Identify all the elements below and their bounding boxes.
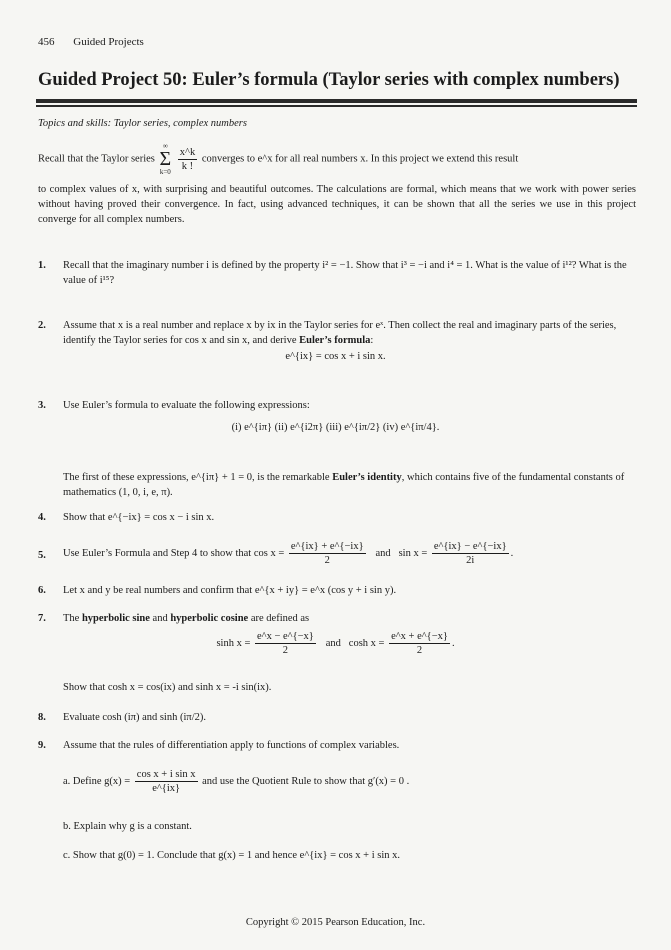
- step-number: 7.: [38, 613, 46, 624]
- step-9b: b. Explain why g is a constant.: [63, 821, 192, 832]
- intro-first-line: [38, 142, 638, 176]
- step-text-b: and: [152, 613, 168, 624]
- sinh-denominator: 2: [282, 645, 289, 656]
- step-9c: c. Show that g(0) = 1. Conclude that g(x) = 1 and hence e^{ix} = cos x + i sin x.: [63, 850, 401, 861]
- cos-numerator: e^{ix} + e^{−ix}: [290, 541, 364, 552]
- step-text-a: Assume that x is a real number and replace x by ix in the Taylor series for eˣ. Then collect the real and imaginary parts of the series, identify the Taylor series for cos x and sin x, and derive: [63, 320, 617, 346]
- sin-numerator: e^{ix} − e^{−ix}: [433, 541, 507, 552]
- step-1: [38, 258, 638, 288]
- step-text-c: are defined as: [250, 613, 310, 624]
- project-title: Guided Project 50: Euler’s formula (Taylor series with complex numbers): [38, 70, 620, 90]
- sigma-symbol: ∞ Σ k=0: [159, 142, 172, 176]
- step-text-a: The: [63, 613, 80, 624]
- sigma-upper: ∞: [162, 142, 168, 150]
- sinh-numerator: e^x − e^{−x}: [257, 631, 314, 642]
- topics-line: Topics and skills: Taylor series, complex numbers: [38, 118, 247, 129]
- intro-paragraph: to complex values of x, with surprising and beautiful outcomes. The calculations are formal, which means that we work with power series without having proved their convergence. In fact, using advanced techniques, it can be shown that all the series we use in this project converge for all complex numbers.: [38, 184, 636, 225]
- step-8: [38, 710, 638, 725]
- intro-after-series: converges to e^x for all real numbers x. In this project we extend this result: [201, 153, 519, 165]
- step-9a-lead: a. Define: [63, 775, 102, 787]
- sin-lhs: sin x =: [398, 547, 428, 559]
- g-denominator: e^{ix}: [152, 783, 181, 794]
- step-9: [38, 738, 638, 753]
- step-6: [38, 583, 638, 598]
- cosh-denominator: 2: [416, 645, 423, 656]
- cosh-numerator: e^x + e^{−x}: [391, 631, 448, 642]
- and-word: and: [325, 637, 341, 649]
- title-rule-thick: [36, 99, 637, 103]
- hyperbolic-cosine-term: hyperbolic cosine: [170, 613, 249, 624]
- step-text: Use Euler’s Formula and Step 4 to show that: [63, 547, 252, 559]
- step-number: 1.: [38, 260, 46, 271]
- cos-fraction: [289, 540, 366, 567]
- step-5: 5. Use Euler’s Formula and Step 4 to show that cos x = $\frac{e\^{}\{ix\} + e\^{}\{-ix\}}{2}$ and sin x = $\frac{e\^{}\{ix\} - e\^{}\{-ix\}}{2i}$ .: [38, 541, 514, 566]
- sinh-fraction: [255, 630, 316, 657]
- g-fraction: [135, 768, 198, 795]
- and-word: and: [375, 547, 391, 559]
- identity-text-b: , which contains five of the fundamental constants of mathematics (1, 0, i, e, π).: [63, 472, 625, 498]
- step-number: 2.: [38, 320, 46, 331]
- identity-text-a: The first of these expressions, e^{iπ} + 1 = 0, is the remarkable: [63, 472, 330, 483]
- running-header: [38, 36, 144, 48]
- step-number: 9.: [38, 740, 46, 751]
- g-definition-lhs: g(x) =: [104, 775, 131, 787]
- series-fraction: [178, 146, 197, 173]
- step-text: Recall that the imaginary number i is defined by the property i² = −1. Show that i³ = −i and i⁴ = 1. What is the value of i¹²? What is the value of i¹⁵?: [63, 260, 627, 286]
- eulers-identity-term: Euler’s identity: [332, 472, 402, 483]
- sinh-lhs: sinh x =: [216, 637, 251, 649]
- hyperbolic-sine-term: hyperbolic sine: [81, 613, 150, 624]
- sin-denominator: 2i: [466, 555, 475, 566]
- step-2: [38, 318, 638, 348]
- step-text: Evaluate cosh (iπ) and sinh (iπ/2).: [63, 712, 206, 723]
- intro-lead: Recall that the Taylor series: [38, 153, 155, 165]
- cos-denominator: 2: [324, 555, 330, 566]
- eulers-identity-paragraph: [38, 470, 638, 500]
- step-number: 5.: [38, 550, 46, 561]
- sin-fraction: [432, 540, 509, 567]
- step-text: Use Euler’s formula to evaluate the following expressions:: [63, 400, 310, 411]
- page-number: 456: [38, 36, 55, 48]
- running-title: Guided Projects: [73, 36, 144, 48]
- step-9a: [63, 768, 409, 795]
- sigma-lower: k=0: [159, 168, 171, 176]
- step-text: Assume that the rules of differentiation apply to functions of complex variables.: [63, 740, 400, 751]
- step-number: 8.: [38, 712, 46, 723]
- step-text: Let x and y be real numbers and confirm that e^{x + iy} = e^x (cos y + i sin y).: [63, 585, 397, 596]
- eulers-formula-term: Euler’s formula: [299, 335, 371, 346]
- title-rule-thin: [36, 105, 637, 107]
- series-denominator: k !: [181, 160, 194, 172]
- cosh-fraction: [389, 630, 450, 657]
- cosh-lhs: cosh x =: [348, 637, 385, 649]
- g-numerator: cos x + i sin x: [136, 769, 196, 780]
- step-text: [63, 318, 638, 348]
- copyright-footer: Copyright © 2015 Pearson Education, Inc.: [245, 917, 426, 928]
- step-number: 6.: [38, 585, 46, 596]
- series-numerator: x^k: [179, 146, 196, 158]
- step-4: [38, 510, 638, 525]
- step-9a-tail: and use the Quotient Rule to show that g′(x) = 0 .: [202, 775, 410, 787]
- step-7: [38, 611, 638, 626]
- step-text-b: :: [370, 335, 374, 346]
- eulers-formula: e^{ix} = cos x + i sin x.: [285, 351, 386, 362]
- hyperbolic-definitions: sinh x = $\frac{e\^{}x - e\^{}\{-x\}}{2}$ and cosh x = $\frac{e\^{}x + e\^{}\{-x\}}{2}$ .: [216, 631, 455, 656]
- step-number: 4.: [38, 512, 46, 523]
- cos-lhs: cos x =: [253, 547, 285, 559]
- step-7-followup: [38, 680, 638, 695]
- step-text: Show that e^{−ix} = cos x − i sin x.: [63, 512, 215, 523]
- step-3: [38, 398, 638, 413]
- expressions-list: (i) e^{iπ} (ii) e^{i2π} (iii) e^{iπ/2} (iv) e^{iπ/4}.: [231, 422, 440, 433]
- step-text: Show that cosh x = cos(ix) and sinh x = -i sin(ix).: [63, 682, 272, 693]
- step-number: 3.: [38, 400, 46, 411]
